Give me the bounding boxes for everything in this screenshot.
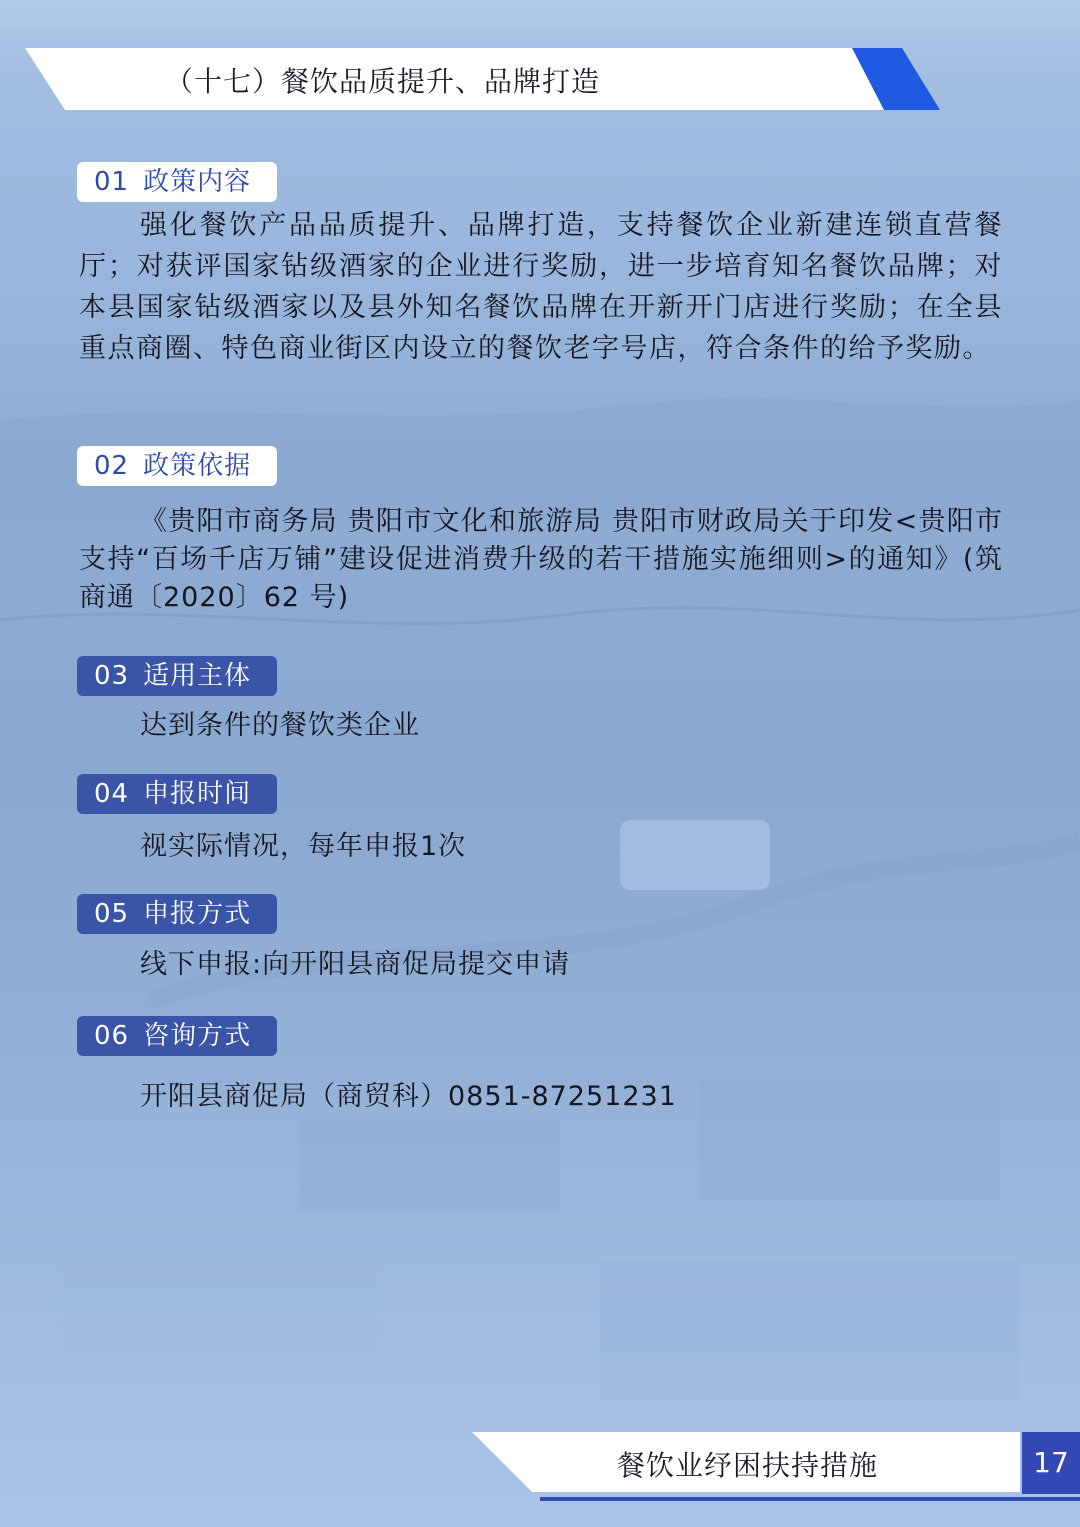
section-tag-basis (77, 446, 277, 486)
section-number: 04 (94, 779, 130, 809)
section-label: 申报方式 (143, 899, 252, 929)
page-number: 17 (1022, 1432, 1080, 1494)
section-label: 申报时间 (143, 779, 252, 809)
policy-content-text: 强化餐饮产品品质提升、品牌打造，支持餐饮企业新建连锁直营餐厅；对获评国家钻级酒家的企业进行奖励，进一步培育知名餐饮品牌；对本县国家钻级酒家以及县外知名餐饮品牌在开新开门店进行奖励；在全县重点商圈、特色商业街区内设立的餐饮老字号店，符合条件的给予奖励。 (79, 210, 1003, 364)
section-tag-method (77, 894, 277, 934)
footer-title: 餐饮业纾困扶持措施 (617, 1449, 879, 1482)
section-number: 06 (94, 1021, 130, 1051)
section-label: 政策内容 (143, 167, 252, 197)
section-number: 05 (94, 899, 130, 929)
section-number: 02 (94, 451, 130, 481)
section-label: 政策依据 (143, 451, 252, 481)
section-tag-policy (77, 162, 277, 202)
application-method-text: 线下申报:向开阳县商促局提交申请 (140, 949, 571, 980)
contact-text: 开阳县商促局（商贸科）0851-87251231 (140, 1081, 677, 1112)
section-number: 01 (94, 167, 130, 197)
application-time-text: 视实际情况，每年申报1次 (140, 831, 467, 862)
policy-basis-text: 《贵阳市商务局 贵阳市文化和旅游局 贵阳市财政局关于印发<贵阳市支持“百场千店万铺”建设促进消费升级的若干措施实施细则>的通知》(筑商通〔2020〕62 号) (79, 506, 1003, 613)
section-tag-time (77, 774, 277, 814)
page-title: （十七）餐饮品质提升、品牌打造 (165, 65, 601, 98)
section-number: 03 (94, 661, 130, 691)
section-label: 咨询方式 (143, 1021, 252, 1051)
section-label: 适用主体 (143, 661, 252, 691)
applicable-subject-text: 达到条件的餐饮类企业 (140, 710, 420, 741)
section-tag-subject (77, 656, 277, 696)
section-tag-contact (77, 1016, 277, 1056)
